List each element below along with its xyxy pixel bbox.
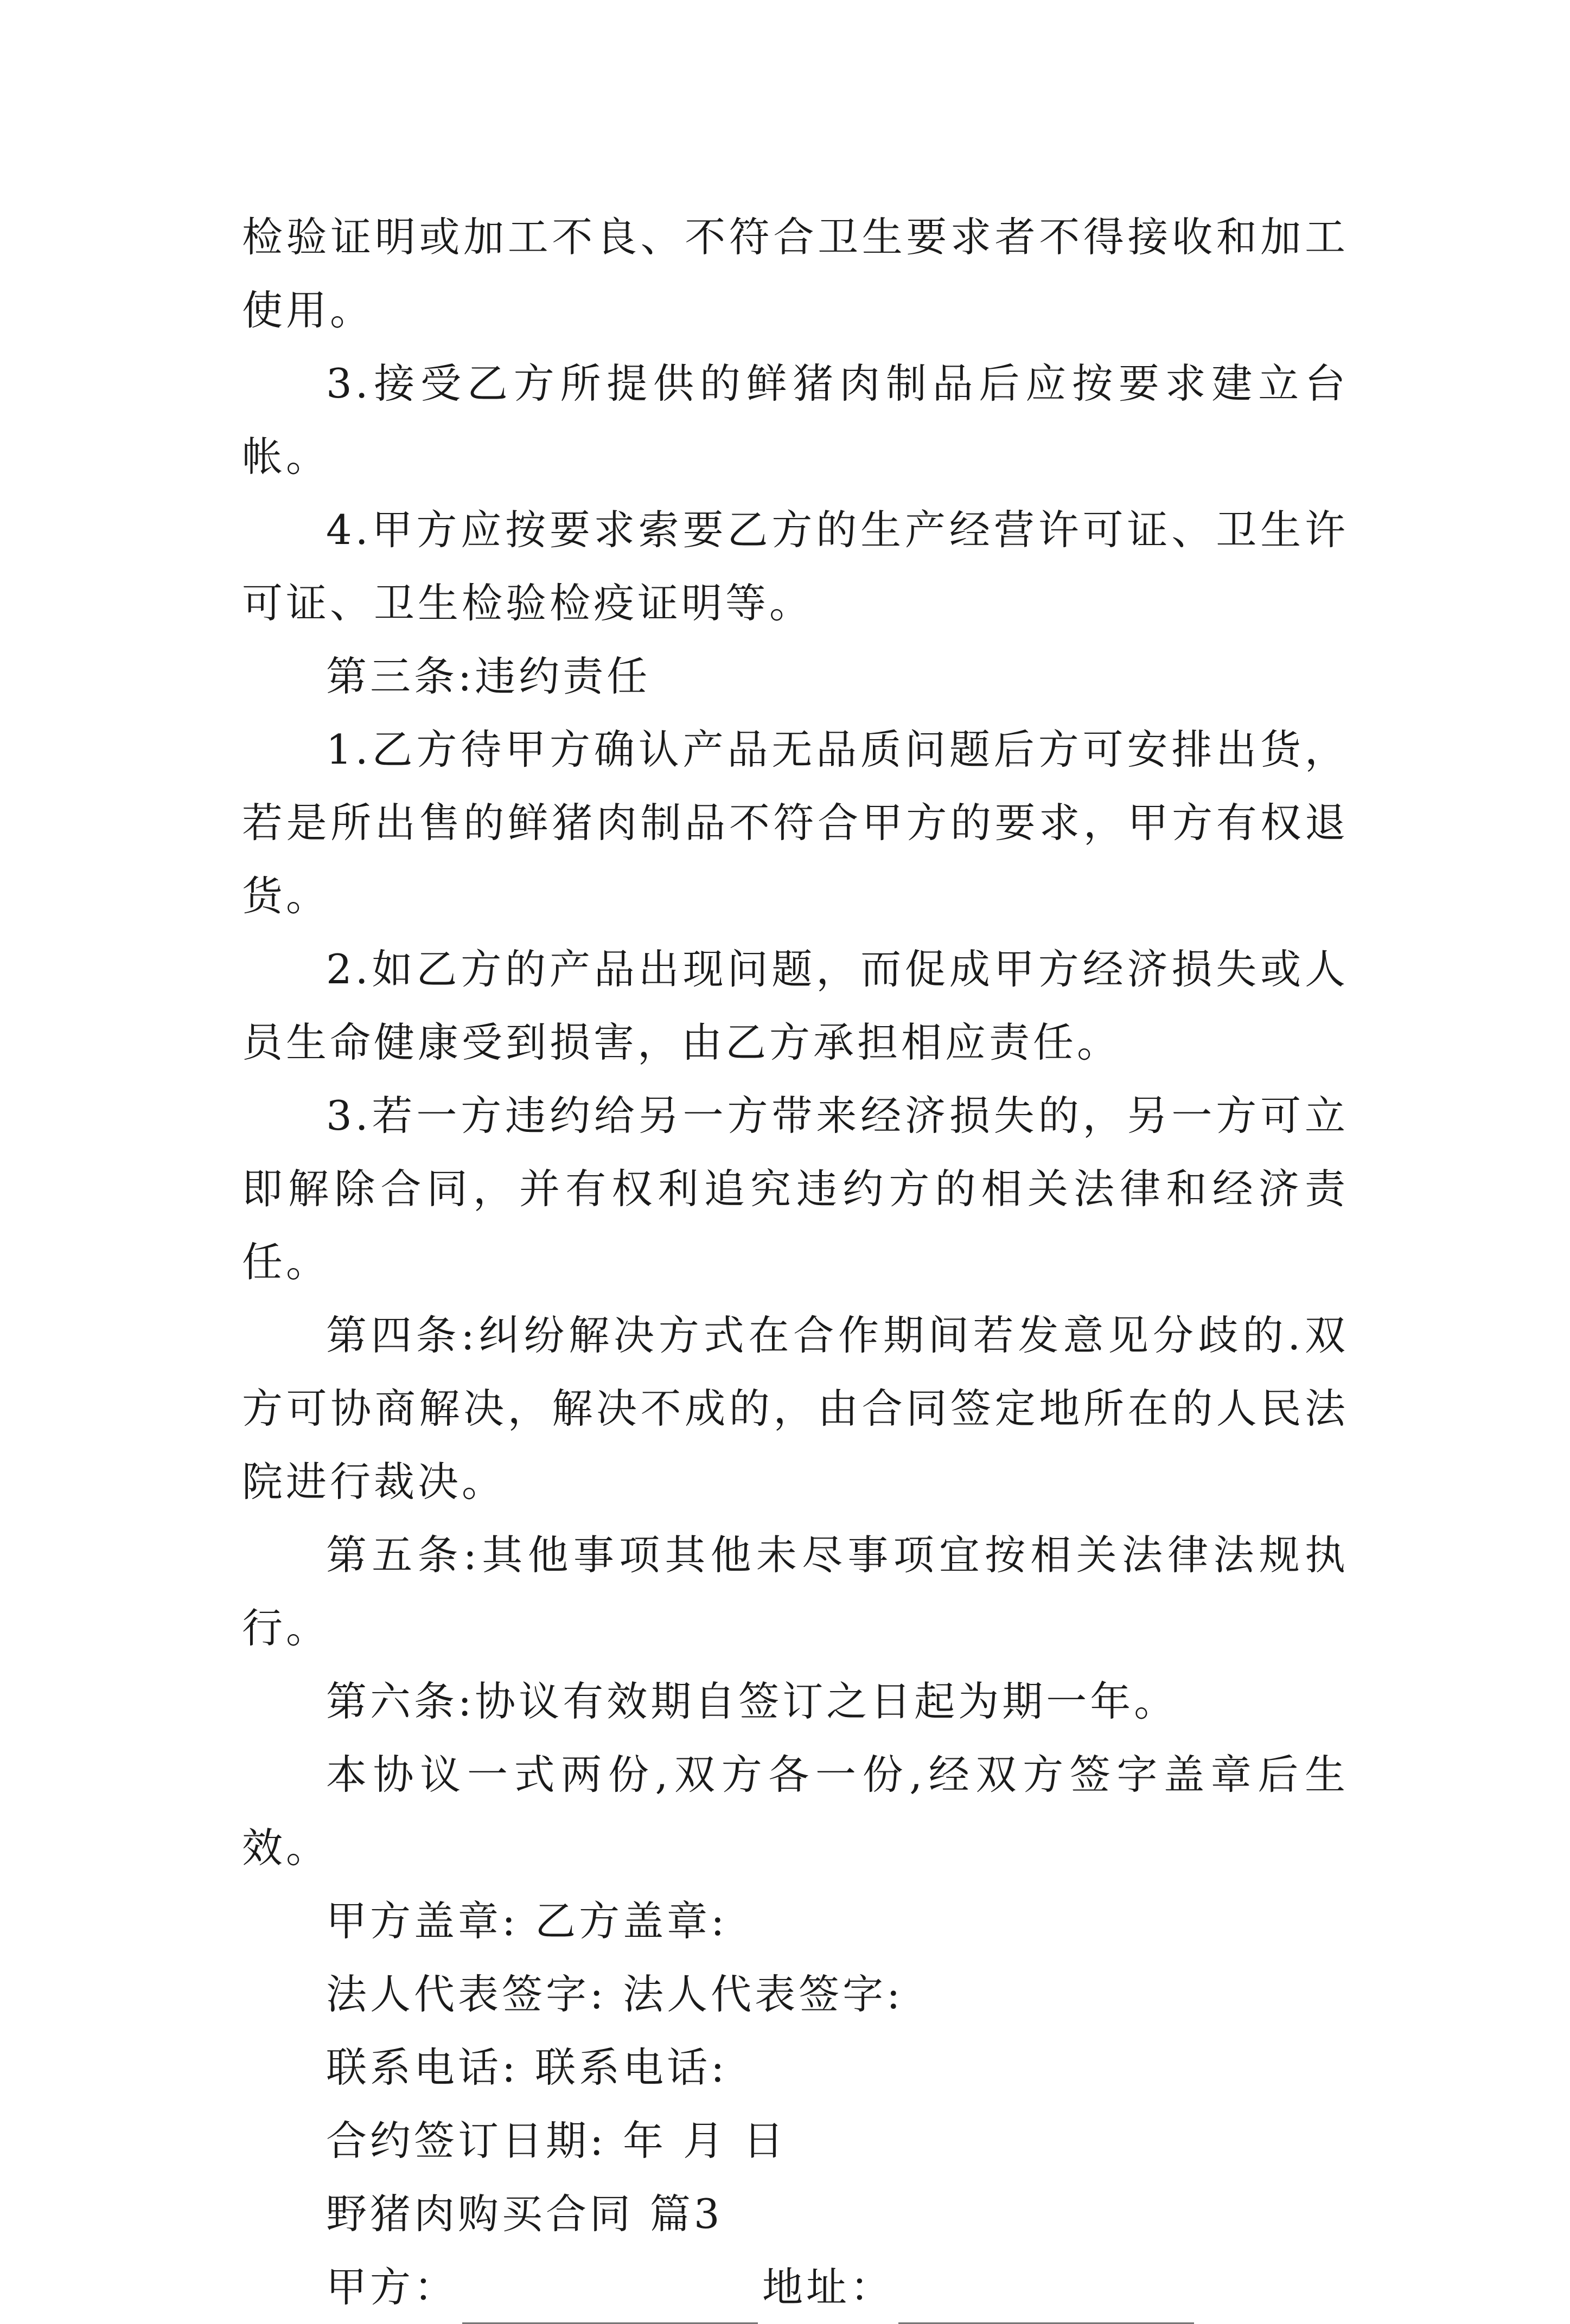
address-blank [898, 2280, 1194, 2324]
signature-seal-line: 甲方盖章: 乙方盖章: [326, 1897, 728, 1945]
paragraph-liability-3: 3.若一方违约给另一方带来经济损失的，另一方可立即解除合同，并有权利追究违约方的相关法律和经济责任。 [242, 1092, 1349, 1286]
paragraph-clause-4: 4.甲方应按要求索要乙方的生产经营许可证、卫生许可证、卫生检验检疫证明等。 [242, 506, 1349, 627]
signature-rep-line: 法人代表签字: 法人代表签字: [326, 1970, 904, 2018]
address-label: 地址： [762, 2263, 895, 2311]
heading-article-3: 第三条:违约责任 [326, 652, 651, 700]
paragraph-article-6: 第六条:协议有效期自签订之日起为期一年。 [326, 1678, 1178, 1725]
paragraph-article-5: 第五条:其他事项其他未尽事项宜按相关法律法规执行。 [242, 1531, 1349, 1652]
paragraph-liability-1: 1.乙方待甲方确认产品无品质问题后方可安排出货，若是所出售的鲜猪肉制品不符合甲方的要求，甲方有权退货。 [242, 726, 1349, 920]
signature-phone-line: 联系电话: 联系电话: [326, 2044, 728, 2091]
paragraph-article-4: 第四条:纠纷解决方式在合作期间若发意见分歧的.双方可协商解决，解决不成的，由合同签定地所在的人民法院进行裁决。 [242, 1311, 1349, 1506]
document-body [242, 201, 1349, 2324]
paragraph-copies: 本协议一式两份,双方各一份,经双方签字盖章后生效。 [242, 1751, 1349, 1872]
paragraph-continuation: 检验证明或加工不良、不符合卫生要求者不得接收和加工使用。 [242, 213, 1349, 334]
contract-section-title: 野猪肉购买合同 篇3 [326, 2190, 723, 2238]
party-a-blank [462, 2280, 758, 2324]
paragraph-liability-2: 2.如乙方的产品出现问题，而促成甲方经济损失或人员生命健康受到损害，由乙方承担相应责任。 [242, 945, 1349, 1066]
party-a-line [242, 2251, 1349, 2324]
paragraph-clause-3: 3.接受乙方所提供的鲜猪肉制品后应按要求建立台帐。 [242, 360, 1349, 481]
signature-date-line: 合约签订日期: 年 月 日 [326, 2117, 787, 2165]
party-a-label: 甲方： [326, 2263, 458, 2311]
